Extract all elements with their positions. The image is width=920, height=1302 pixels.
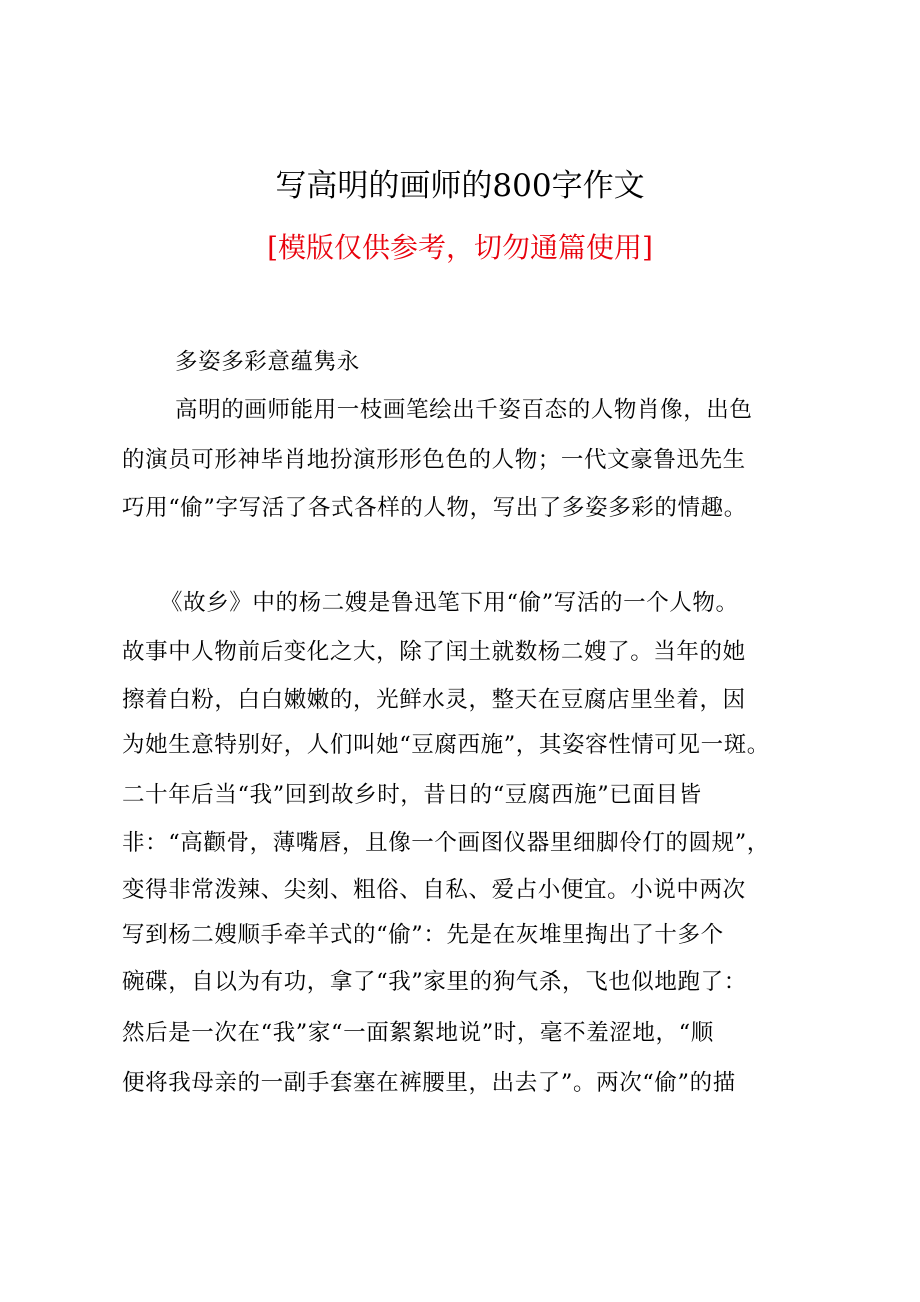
- body-line: 《故乡》中的杨二嫂是鲁迅笔下用“偷”写活的一个人物。: [160, 590, 739, 616]
- body-line: 碗碟，自以为有功，拿了“我”家里的狗气杀，飞也似地跑了：: [122, 969, 747, 995]
- body-line: 然后是一次在“我”家“一面絮絮地说”时，毫不羞涩地，“顺: [122, 1020, 714, 1046]
- body-line: 写到杨二嫂顺手牵羊式的“偷”：先是在灰堆里掏出了十多个: [122, 922, 724, 948]
- body-line: 的演员可形神毕肖地扮演形形色色的人物；一代文豪鲁迅先生: [122, 447, 746, 473]
- body-line: 巧用“偷”字写活了各式各样的人物，写出了多姿多彩的情趣。: [122, 495, 747, 521]
- body-line: 二十年后当“我”回到故乡时，昔日的“豆腐西施”已面目皆: [122, 782, 702, 808]
- body-line: 为她生意特别好，人们叫她“豆腐西施”，其姿容性情可见一斑。: [122, 732, 770, 758]
- body-line: 变得非常泼辣、尖刻、粗俗、自私、爱占小便宜。小说中两次: [122, 877, 746, 903]
- document-subtitle: [模版仅供参考，切勿通篇使用]: [267, 231, 653, 264]
- document-title: 写高明的画师的800字作文: [275, 168, 645, 204]
- body-line: 便将我母亲的一副手套塞在裤腰里，出去了”。两次“偷”的描: [122, 1070, 736, 1096]
- body-line: 非：“高颧骨，薄嘴唇，且像一个画图仪器里细脚伶仃的圆规”，: [122, 830, 770, 856]
- body-line: 高明的画师能用一枝画笔绘出千姿百态的人物肖像，出色: [175, 397, 753, 423]
- section-heading: 多姿多彩意蕴隽永: [175, 349, 360, 375]
- body-line: 故事中人物前后变化之大，除了闰土就数杨二嫂了。当年的她: [122, 639, 746, 665]
- body-line: 擦着白粉，白白嫩嫩的，光鲜水灵，整天在豆腐店里坐着，因: [122, 687, 746, 713]
